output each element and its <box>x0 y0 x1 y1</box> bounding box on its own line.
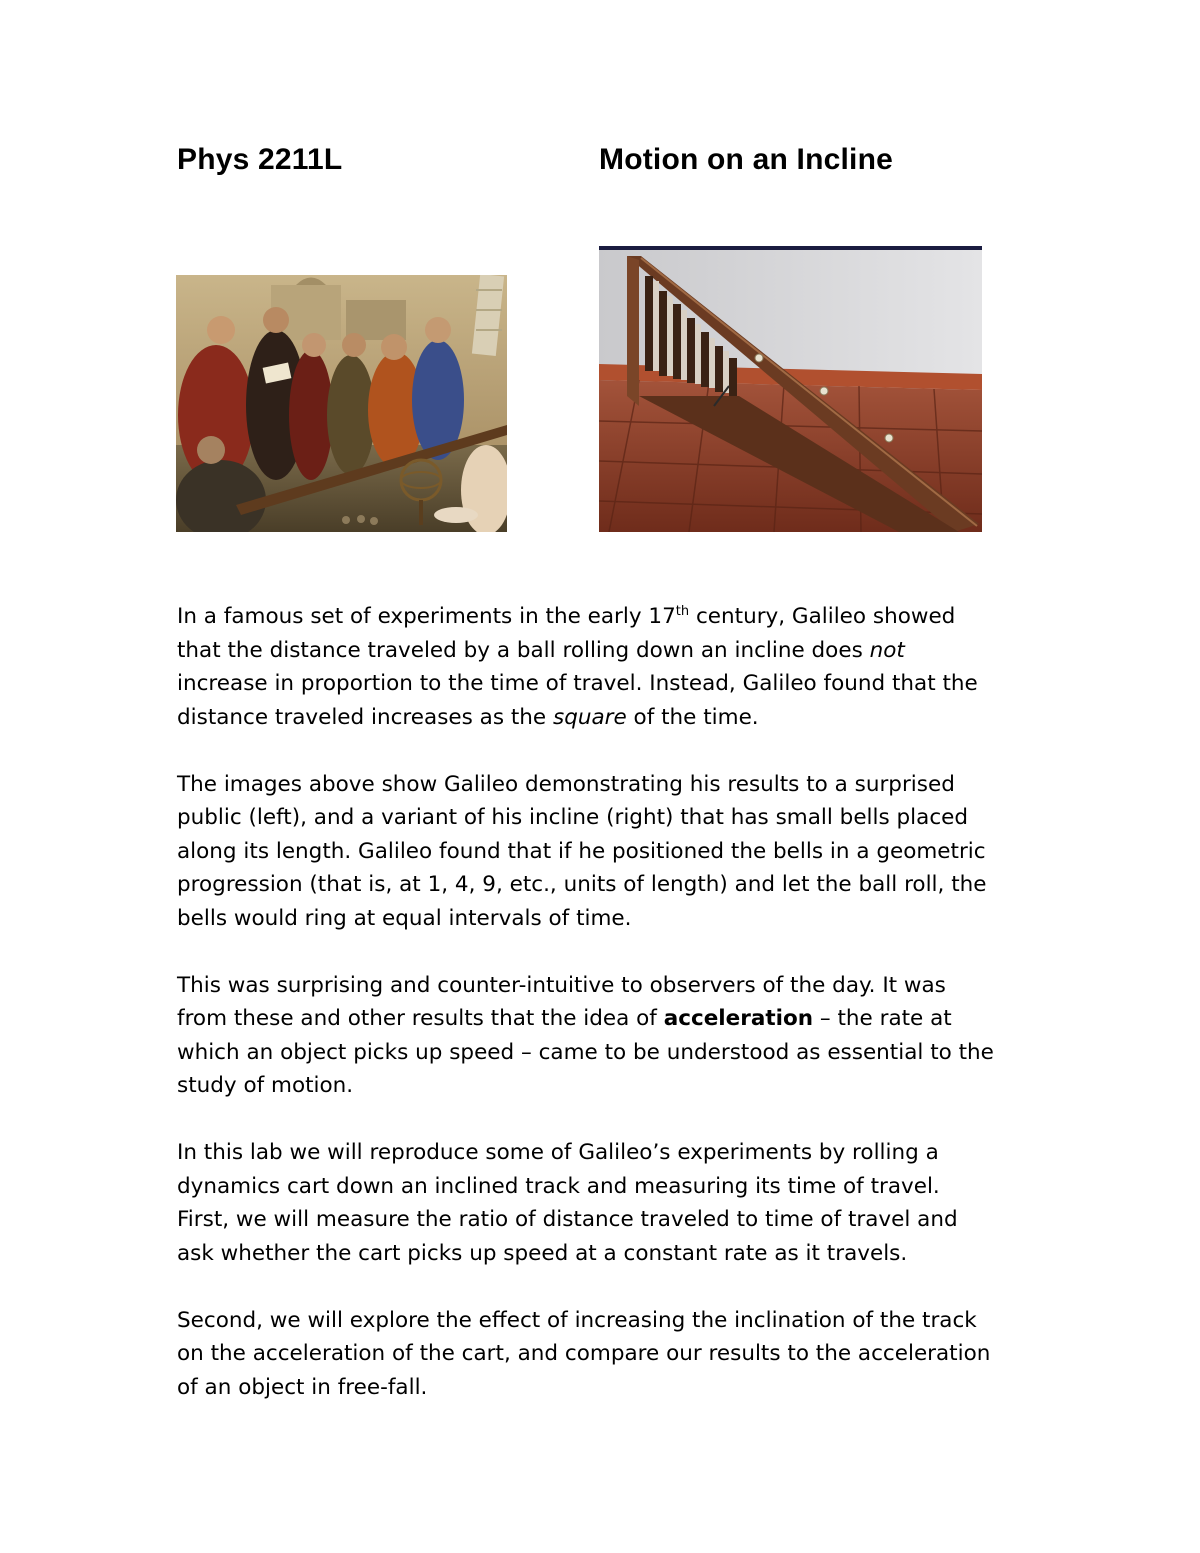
galileo-incline-image <box>599 246 982 532</box>
paragraph-acceleration: This was surprising and counter-intuitive to observers of the day. It was from these and other results that the idea of acceleration – the rate at which an object picks up speed – came to be understood as essential to the study of motion. <box>177 972 994 1098</box>
galileo-painting-image <box>176 275 507 532</box>
document-title: Motion on an Incline <box>599 143 893 176</box>
body-text <box>177 600 1037 1404</box>
paragraph-images-description: The images above show Galileo demonstrating his results to a surprised public (left), and a variant of his incline (right) that has small bells placed along its length. Galileo found that if he positioned the bells in a geometric progression (that is, at 1, 4, 9, etc., units of length) and let the ball roll, the bells would ring at equal intervals of time. <box>177 771 987 931</box>
course-code: Phys 2211L <box>177 143 343 176</box>
paragraph-lab-second: Second, we will explore the effect of increasing the inclination of the track on the acceleration of the cart, and compare our results to the acceleration of an object in free-fall. <box>177 1307 991 1400</box>
paragraph-lab-first: In this lab we will reproduce some of Galileo’s experiments by rolling a dynamics cart down an inclined track and measuring its time of travel. First, we will measure the ratio of distance traveled to time of travel and ask whether the cart picks up speed at a constant rate as it travels. <box>177 1140 958 1266</box>
paragraph-galileo-experiments: In a famous set of experiments in the early 17th century, Galileo showed that the distance traveled by a ball rolling down an incline does not increase in proportion to the time of travel. Instead, Galileo found that the distance traveled increases as the square of the time. <box>177 603 978 730</box>
